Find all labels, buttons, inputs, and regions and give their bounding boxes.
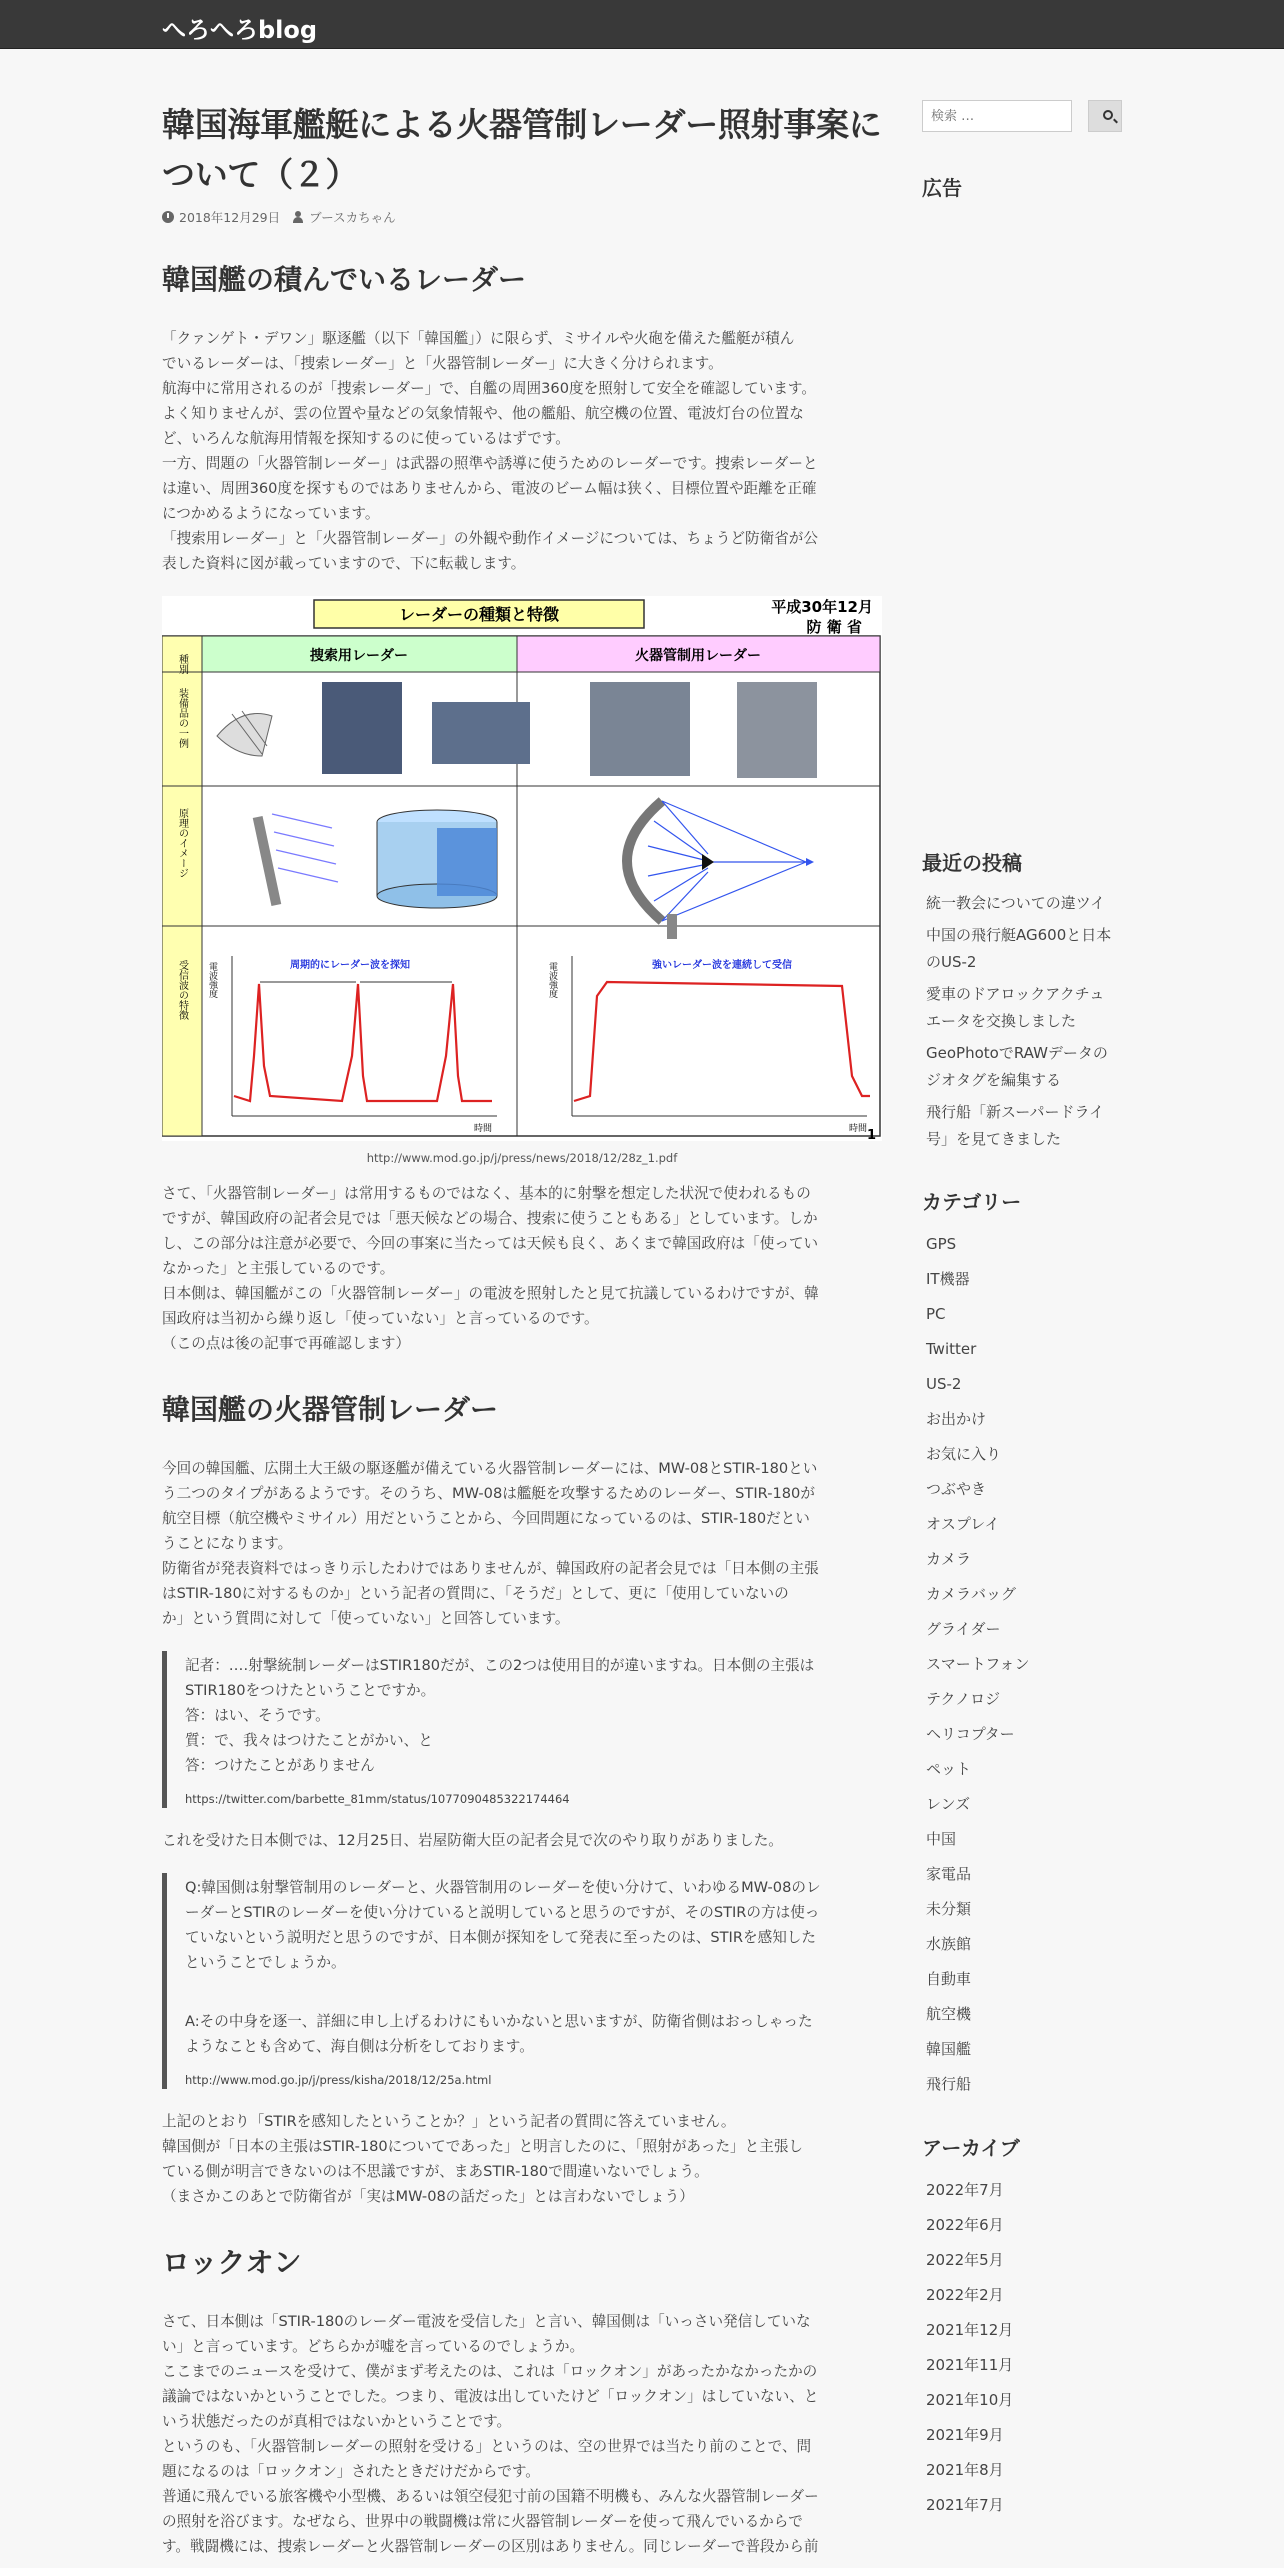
ad-title: 広告 — [922, 176, 962, 200]
fig-row-principle: 原理のイメージ — [176, 808, 188, 878]
category-link[interactable]: 家電品 — [926, 1865, 972, 1883]
text-line: 「捜索用レーダー」と「火器管制レーダー」の外観や動作イメージについては、ちょうど防衛省が公 — [162, 530, 818, 547]
text-line: 答：はい、そうです。 — [185, 1707, 330, 1724]
category-link[interactable]: カメラ — [926, 1550, 972, 1568]
category-link[interactable]: 韓国艦 — [926, 2040, 972, 2058]
text-line: ようなことも含めて、海自側は分析をしております。 — [185, 2038, 534, 2055]
text-line: なかった」と主張しているのです。 — [162, 1260, 395, 1277]
recent-post-link-label: 統一教会についての違ツイ — [926, 894, 1105, 912]
text-line: は違い、周囲360度を探すものではありませんから、電波のビーム幅は狭く、目標位置や距離を正確 — [162, 480, 817, 497]
site-brand-link[interactable]: へろへろblog — [162, 16, 318, 44]
section-heading-fire-control: 韓国艦の火器管制レーダー — [162, 1393, 499, 1426]
section3-text — [162, 2309, 882, 2559]
search-button[interactable] — [1088, 100, 1122, 132]
recent-post-link[interactable] — [922, 922, 1122, 981]
user-icon — [292, 211, 304, 223]
text-line: というのも、「火器管制レーダーの照射を受ける」というのは、空の世界では当たり前のことで、問 — [162, 2438, 812, 2455]
category-link[interactable]: お気に入り — [926, 1445, 1002, 1463]
category-link[interactable]: カメラバッグ — [926, 1585, 1017, 1603]
category-link[interactable]: IT機器 — [926, 1270, 970, 1288]
archive-link[interactable]: 2022年5月 — [926, 2251, 1004, 2269]
text-line: 航海中に常用されるのが「捜索レーダー」で、自艦の周囲360度を照射して安全を確認しています。 — [162, 380, 816, 397]
text-line: ていないという説明だと思うのですが、日本側が探知をして発表に至ったのは、STIRを感知した — [185, 1929, 816, 1946]
recent-post-link[interactable] — [922, 1040, 1122, 1099]
category-link[interactable]: オスプレイ — [926, 1515, 1000, 1533]
section2-text — [162, 1456, 882, 1631]
search-input[interactable] — [922, 100, 1072, 132]
fig-row-kind: 種別 — [176, 654, 188, 674]
fig-date: 平成30年12月 — [771, 598, 873, 616]
fig-photo-1 — [322, 682, 402, 774]
text-line: ですが、韓国政府の記者会見では「悪天候などの場合、捜索に使うこともある」としています。しか — [162, 1210, 818, 1227]
recent-post-link-label: 飛行船「新スーパードライ — [926, 1103, 1105, 1121]
text-line: Q:韓国側は射撃管制用のレーダーと、火器管制用のレーダーを使い分けて、いわゆるMW-08のレ — [185, 1879, 821, 1896]
fig-row-signal: 受信波の特徴 — [176, 960, 188, 1020]
post-title — [162, 100, 882, 200]
category-link[interactable]: テクノロジ — [926, 1690, 1001, 1708]
category-link[interactable]: PC — [926, 1305, 946, 1323]
recent-post-link-label: エータを交換しました — [926, 1012, 1077, 1030]
category-link[interactable]: 中国 — [926, 1830, 957, 1848]
archives-title: アーカイブ — [922, 2136, 1020, 2160]
fig-org: 防 衛 省 — [806, 618, 862, 636]
fig-xlabel-2: 時間 — [848, 1124, 867, 1134]
fig-ylabel-2: 電波強度 — [547, 962, 557, 998]
text-line: 防衛省が発表資料ではっきり示したわけではありませんが、韓国政府の記者会見では「日本側の主張 — [162, 1560, 819, 1577]
category-link[interactable]: スマートフォン — [926, 1655, 1030, 1673]
fig-note-periodic: 周期的にレーダー波を探知 — [290, 960, 410, 971]
quote-ministry — [162, 1873, 882, 2089]
archive-link[interactable]: 2021年10月 — [926, 2391, 1014, 2409]
recent-posts-list — [922, 890, 1122, 1158]
categories-title: カテゴリー — [922, 1190, 1022, 1214]
text-line: 記者：‥‥射撃統制レーダーはSTIR180だが、この2つは使用目的が違いますね。日本側の主張は — [185, 1657, 815, 1674]
categories-list — [922, 1227, 1122, 2102]
section-heading-radar: 韓国艦の積んでいるレーダー — [162, 263, 527, 296]
text-line: か」という質問に対して「使っていない」と回答しています。 — [162, 1610, 570, 1627]
category-link[interactable]: レンズ — [926, 1795, 971, 1813]
archive-link[interactable]: 2021年11月 — [926, 2356, 1014, 2374]
category-link[interactable]: つぶやき — [926, 1480, 987, 1498]
section1-text2 — [162, 1181, 882, 1356]
text-line: （この点は後の記事で再確認します） — [162, 1335, 411, 1352]
fig-photo-4 — [737, 682, 817, 778]
archive-link[interactable]: 2021年12月 — [926, 2321, 1014, 2339]
fig-page-number: 1 — [866, 1128, 876, 1141]
section2-text2 — [162, 2109, 882, 2209]
text-line: 今回の韓国艦、広開土大王級の駆逐艦が備えている火器管制レーダーには、MW-08とSTIR-180とい — [162, 1460, 818, 1477]
quote-ministry-q — [185, 1875, 882, 1975]
article — [162, 100, 882, 2559]
text-line: ということでしょうか。 — [185, 1954, 346, 1971]
category-link[interactable]: US-2 — [926, 1375, 962, 1393]
site-header — [0, 0, 1284, 49]
text-line: 表した資料に図が載っていますので、下に転載します。 — [162, 555, 526, 572]
text-line: ーダーとSTIRのレーダーを使い分けていると説明していると思うのですが、そのSTIRの方は使っ — [185, 1904, 820, 1921]
post-date-link[interactable]: 2018年12月29日 — [179, 210, 281, 225]
quote-twitter-text — [185, 1653, 882, 1778]
text-line: はSTIR-180に対するものか」という記者の質問に、「そうだ」として、更に「使用していないの — [162, 1585, 789, 1602]
text-line: 国政府は当初から繰り返し「使っていない」と言っているのです。 — [162, 1310, 599, 1327]
archive-link[interactable]: 2021年9月 — [926, 2426, 1004, 2444]
text-line: 航空目標（航空機やミサイル）用だということから、今回問題になっているのは、STIR-180だとい — [162, 1510, 810, 1527]
quote-ministry-a — [185, 2009, 882, 2059]
archive-link[interactable]: 2022年2月 — [926, 2286, 1004, 2304]
recent-post-link-label: のUS-2 — [926, 953, 977, 971]
recent-post-link-label: ジオタグを編集する — [926, 1071, 1062, 1089]
text-line: につかめるようになっています。 — [162, 505, 380, 522]
text-line: 答：つけたことがありません — [185, 1757, 375, 1774]
recent-post-link-label: 愛車のドアロックアクチュ — [926, 985, 1105, 1003]
text-line: でいるレーダーは、「捜索レーダー」と「火器管制レーダー」に大きく分けられます。 — [162, 355, 723, 372]
radar-figure — [162, 596, 882, 1141]
text-line: す。戦闘機には、捜索レーダーと火器管制レーダーの区別はありません。同じレーダーで普段から前 — [162, 2538, 819, 2555]
post-title-line2: ついて（２） — [162, 155, 359, 194]
category-link[interactable]: グライダー — [926, 1620, 1001, 1638]
post-meta — [162, 208, 882, 226]
fig-col-fire: 火器管制用レーダー — [635, 648, 761, 664]
text-line: 「クァンゲト・デワン」駆逐艦（以下「韓国艦」）に限らず、ミサイルや火砲を備えた艦艇が積ん — [162, 330, 795, 347]
sidebar — [922, 100, 1122, 2523]
section2-mid: これを受けた日本側では、12月25日、岩屋防衛大臣の記者会見で次のやり取りがありました。 — [162, 1832, 783, 1849]
text-line: 題になるのは「ロックオン」されたときだけだからです。 — [162, 2463, 540, 2480]
fig-xlabel-1: 時間 — [473, 1124, 492, 1134]
recent-posts-title: 最近の投稿 — [922, 851, 1022, 875]
section1-text — [162, 326, 882, 576]
recent-post-link-label: 号」を見てきました — [926, 1130, 1062, 1148]
post-author-link[interactable]: ブースカちゃん — [309, 210, 396, 225]
radar-figure-svg — [162, 596, 882, 1141]
search-form — [922, 100, 1122, 132]
text-line: よく知りませんが、雲の位置や量などの気象情報や、他の艦船、航空機の位置、電波灯台の位置な — [162, 405, 804, 422]
archive-link[interactable]: 2021年7月 — [926, 2496, 1004, 2514]
fig-photo-3 — [590, 682, 690, 776]
category-link[interactable]: Twitter — [926, 1340, 977, 1358]
text-line: ここまでのニュースを受けて、僕がまず考えたのは、これは「ロックオン」があったかなかったかの — [162, 2363, 818, 2380]
recent-post-link[interactable] — [922, 890, 1122, 922]
text-line: A:その中身を逐一、詳細に申し上げるわけにもいかないと思いますが、防衛省側はおっしゃった — [185, 2013, 813, 2030]
recent-post-link-label: 中国の飛行艇AG600と日本 — [926, 926, 1112, 944]
text-line: ど、いろんな航海用情報を探知するのに使っているはずです。 — [162, 430, 570, 447]
text-line: し、この部分は注意が必要で、今回の事案に当たっては天候も良く、あくまで韓国政府は「使ってい — [162, 1235, 819, 1252]
text-line: の照射を浴びます。なぜなら、世界中の戦闘機は常に火器管制レーダーを使って飛んでいるからで — [162, 2513, 803, 2530]
figure-caption: http://www.mod.go.jp/j/press/news/2018/12/28z_1.pdf — [366, 1151, 678, 1165]
text-line: うことになります。 — [162, 1535, 293, 1552]
quote-twitter-source: https://twitter.com/barbette_81mm/status/1077090485322174464 — [185, 1792, 570, 1806]
category-link[interactable]: 自動車 — [926, 1970, 972, 1988]
recent-post-link[interactable] — [922, 1099, 1122, 1158]
section-heading-lockon: ロックオン — [162, 2246, 302, 2279]
recent-post-link-label: GeoPhotoでRAWデータの — [926, 1044, 1108, 1062]
recent-post-link[interactable] — [922, 981, 1122, 1040]
archive-link[interactable]: 2022年6月 — [926, 2216, 1004, 2234]
text-line: （まさかこのあとで防衛省が「実はMW-08の話だった」とは言わないでしょう） — [162, 2188, 694, 2205]
category-link[interactable]: 航空機 — [926, 2005, 972, 2023]
text-line: 議論ではないかということでした。つまり、電波は出していたけど「ロックオン」はしていない、と — [162, 2388, 819, 2405]
search-icon — [1103, 110, 1113, 120]
fig-ylabel-1: 電波強度 — [207, 962, 217, 998]
text-line: 上記のとおり「STIRを感知したということか？」という記者の質問に答えていません。 — [162, 2113, 736, 2130]
clock-icon — [162, 211, 174, 223]
category-link[interactable]: GPS — [926, 1235, 957, 1253]
fig-col-search: 捜索用レーダー — [310, 648, 408, 664]
text-line: さて、「火器管制レーダー」は常用するものではなく、基本的に射撃を想定した状況で使われるもの — [162, 1185, 811, 1202]
text-line: STIR180をつけたということですか。 — [185, 1682, 436, 1699]
post-title-line1: 韓国海軍艦艇による火器管制レーダー照射事案に — [162, 105, 882, 144]
fig-title: レーダーの種類と特徴 — [398, 605, 560, 624]
text-line: 普通に飛んでいる旅客機や小型機、あるいは領空侵犯寸前の国籍不明機も、みんな火器管制レーダー — [162, 2488, 819, 2505]
quote-twitter — [162, 1651, 882, 1808]
archives-list — [922, 2173, 1122, 2523]
fig-note-continuous: 強いレーダー波を連続して受信 — [652, 960, 792, 971]
text-line: ている側が明言できないのは不思議ですが、まあSTIR-180で間違いないでしょう。 — [162, 2163, 709, 2180]
fig-photo-2 — [432, 702, 530, 764]
text-line: 質：で、我々はつけたことがかい、と — [185, 1732, 433, 1749]
category-link[interactable]: ペット — [926, 1760, 972, 1778]
text-line: 日本側は、韓国艦がこの「火器管制レーダー」の電波を照射したと見て抗議しているわけですが、韓 — [162, 1285, 819, 1302]
category-link[interactable]: お出かけ — [926, 1410, 987, 1428]
fig-row-examples: 装備品の一例 — [176, 688, 188, 748]
archive-link[interactable]: 2021年8月 — [926, 2461, 1004, 2479]
text-line: いう状態だったのが真相ではないかということです。 — [162, 2413, 512, 2430]
text-line: 韓国側が「日本の主張はSTIR-180についてであった」と明言したのに、「照射があった」と主張し — [162, 2138, 804, 2155]
archive-link[interactable]: 2022年7月 — [926, 2181, 1004, 2199]
category-link[interactable]: 飛行船 — [926, 2075, 972, 2093]
text-line: う二つのタイプがあるようです。そのうち、MW-08は艦艇を攻撃するためのレーダー、STIR-180が — [162, 1485, 815, 1502]
category-link[interactable]: ヘリコプター — [926, 1725, 1015, 1743]
text-line: さて、日本側は「STIR-180のレーダー電波を受信した」と言い、韓国側は「いっさい発信していな — [162, 2313, 811, 2330]
category-link[interactable]: 未分類 — [926, 1900, 972, 1918]
text-line: 一方、問題の「火器管制レーダー」は武器の照準や誘導に使うためのレーダーです。捜索レーダーと — [162, 455, 818, 472]
category-link[interactable]: 水族館 — [926, 1935, 972, 1953]
quote-ministry-source: http://www.mod.go.jp/j/press/kisha/2018/12/25a.html — [185, 2073, 492, 2087]
text-line: い」と言っています。どちらかが嘘を言っているのでしょうか。 — [162, 2338, 585, 2355]
